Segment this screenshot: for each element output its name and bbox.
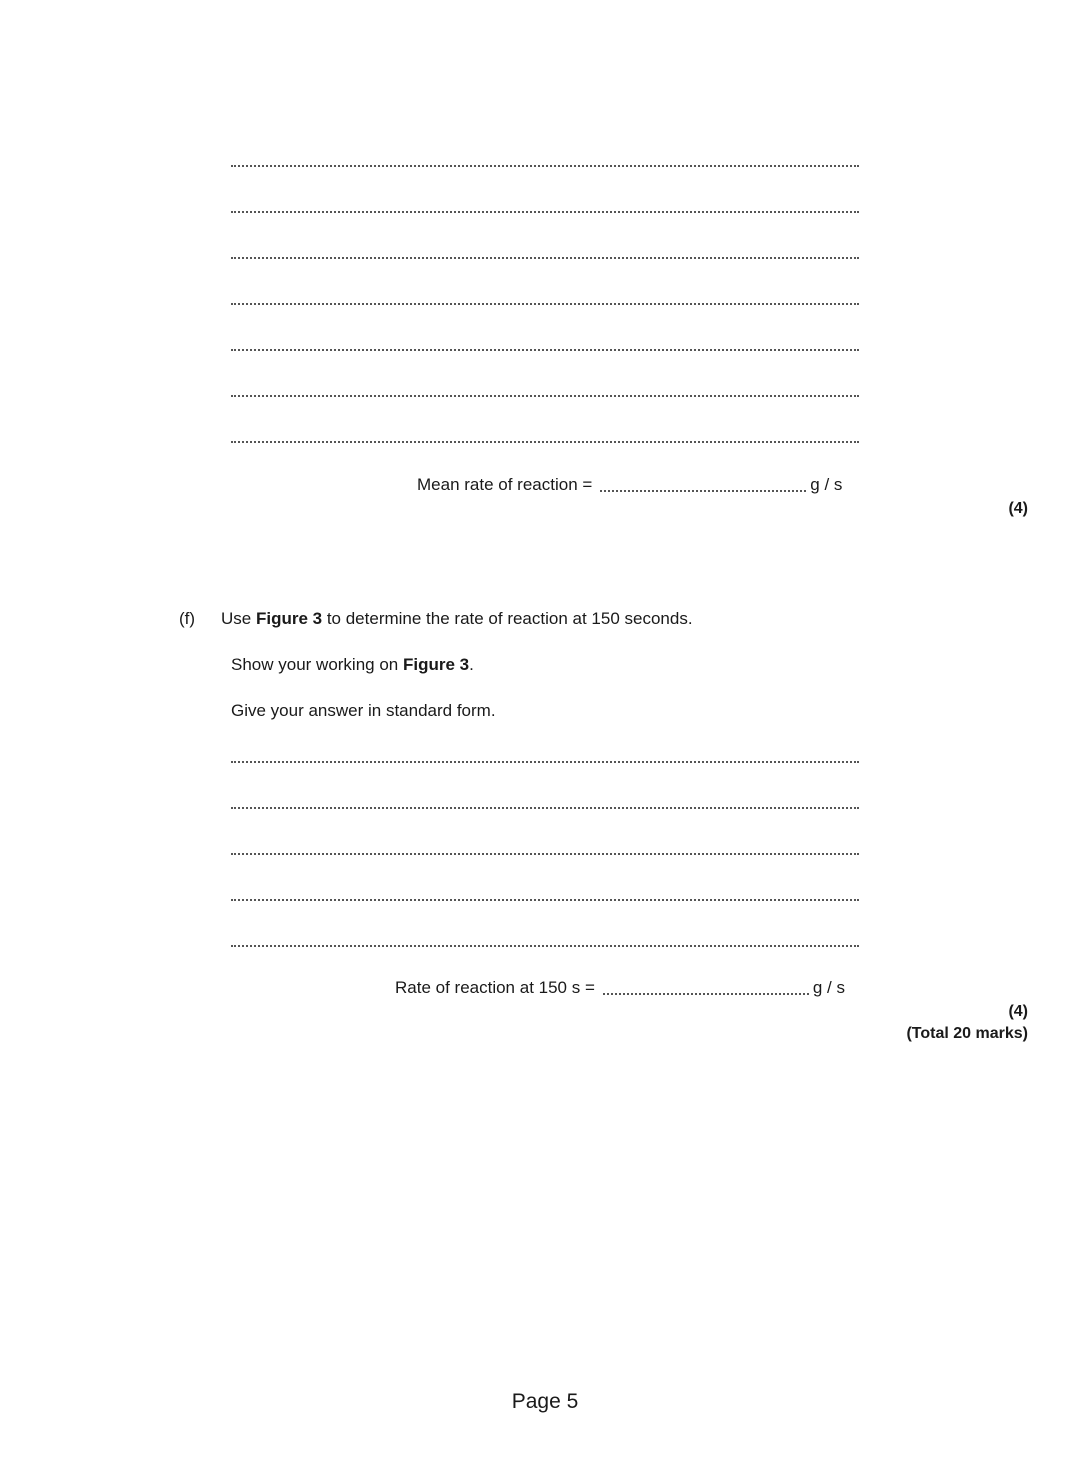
part-f-question-line2: [231, 655, 474, 675]
answer-line[interactable]: [231, 807, 859, 809]
mean-rate-unit: g / s: [810, 475, 843, 494]
answer-line[interactable]: [231, 165, 859, 167]
answer-line[interactable]: [231, 899, 859, 901]
rate-150s-unit: g / s: [812, 978, 845, 997]
part-f-question-line3: Give your answer in standard form.: [231, 701, 496, 720]
part-f-marks: (4): [1008, 1003, 1028, 1020]
part-f-label: (f): [179, 609, 196, 628]
rate-150s-answer-row: [395, 978, 845, 998]
mean-rate-answer-field[interactable]: [600, 490, 806, 492]
answer-line[interactable]: [231, 349, 859, 351]
answer-line[interactable]: [231, 257, 859, 259]
answer-line[interactable]: [231, 945, 859, 947]
figure-reference: Figure 3: [403, 655, 470, 674]
answer-line[interactable]: [231, 211, 859, 213]
answer-line[interactable]: [231, 303, 859, 305]
figure-reference: Figure 3: [255, 609, 323, 628]
question-text: .: [469, 655, 474, 674]
rate-150s-label: Rate of reaction at 150 s =: [395, 978, 595, 997]
question-text: Show your working on: [231, 655, 399, 674]
answer-line[interactable]: [231, 853, 859, 855]
answer-line[interactable]: [231, 395, 859, 397]
question-text: to determine the rate of reaction at 150 seconds.: [326, 609, 693, 628]
question-text: Use: [221, 609, 252, 628]
total-marks: (Total 20 marks): [906, 1025, 1028, 1042]
rate-150s-answer-field[interactable]: [603, 993, 809, 995]
answer-line[interactable]: [231, 441, 859, 443]
mean-rate-label: Mean rate of reaction =: [417, 475, 593, 494]
page-number: Page 5: [511, 1390, 579, 1413]
mean-rate-answer-row: [417, 475, 842, 495]
part-f-question-line1: [221, 609, 693, 629]
answer-line[interactable]: [231, 761, 859, 763]
part-e-marks: (4): [1008, 500, 1028, 517]
